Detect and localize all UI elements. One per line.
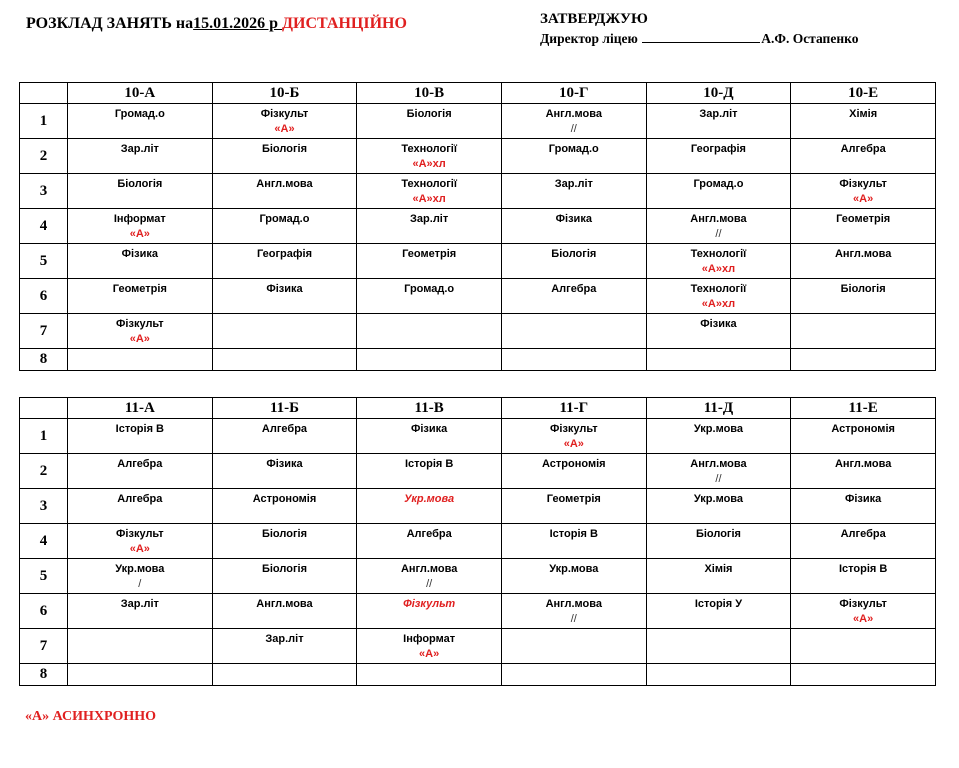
lesson-cell: [212, 244, 357, 279]
lesson-cell: [646, 594, 791, 629]
class-header: 10-Г: [501, 83, 646, 104]
group-split-mark: //: [570, 123, 577, 135]
subject-name: Англ.мова: [545, 598, 602, 610]
lesson-cell: [357, 664, 502, 686]
async-mark: «А»: [129, 543, 150, 555]
lesson-cell: [357, 209, 502, 244]
lesson-cell: [68, 664, 213, 686]
lesson-cell: [68, 139, 213, 174]
lesson-number: 8: [20, 349, 68, 371]
subject-name: Історія В: [404, 458, 454, 470]
subject-name: [791, 314, 935, 316]
subject-name: Громад.о: [114, 108, 165, 120]
async-mark: «А»: [853, 613, 874, 625]
class-header: 11-Б: [212, 398, 357, 419]
subject-name: [213, 664, 357, 666]
subject-name: Біологія: [261, 143, 307, 155]
lesson-cell: [212, 209, 357, 244]
subject-name: Історія У: [694, 598, 743, 610]
lesson-cell: [357, 419, 502, 454]
subject-name: Укр.мова: [693, 423, 744, 435]
subject-name: Фізика: [266, 283, 303, 295]
lesson-cell: [501, 244, 646, 279]
lesson-cell: [68, 454, 213, 489]
title-date: 15.01.2026 р: [193, 15, 283, 32]
subject-name: Хімія: [849, 108, 878, 120]
lesson-number: 6: [20, 594, 68, 629]
schedule-table-grade-10: [19, 82, 936, 371]
subject-name: Фізика: [121, 248, 158, 260]
subject-name: Англ.мова: [834, 458, 892, 470]
subject-name: Фізика: [410, 423, 448, 435]
subject-name: Зар.літ: [120, 598, 159, 610]
subject-name: Астрономія: [542, 458, 606, 470]
subject-name: [357, 664, 501, 666]
subject-name: Алгебра: [840, 528, 886, 540]
subject-name: Біологія: [840, 283, 886, 295]
lesson-cell: [212, 629, 357, 664]
lesson-cell: [791, 419, 936, 454]
subject-name: Фізкульт: [116, 318, 164, 330]
lesson-cell: [646, 524, 791, 559]
lesson-cell: [501, 454, 646, 489]
schedule-title: [26, 15, 407, 33]
lesson-cell: [212, 174, 357, 209]
subject-name: [502, 349, 646, 351]
subject-name: Алгебра: [117, 493, 163, 505]
async-mark: «А»хл: [701, 263, 736, 275]
async-mark: «А»: [129, 333, 150, 345]
lesson-number: 1: [20, 104, 68, 139]
lesson-cell: [357, 629, 502, 664]
lesson-cell: [791, 314, 936, 349]
lesson-cell: [357, 524, 502, 559]
subject-name: [357, 349, 501, 351]
class-header: 11-Г: [501, 398, 646, 419]
lesson-cell: [646, 559, 791, 594]
subject-name: Алгебра: [840, 143, 886, 155]
subject-name: Зар.літ: [410, 213, 449, 225]
lesson-cell: [357, 139, 502, 174]
lesson-cell: [68, 629, 213, 664]
subject-name: Географія: [690, 143, 746, 155]
lesson-row: [20, 244, 936, 279]
lesson-cell: [68, 279, 213, 314]
subject-name: [68, 664, 212, 666]
async-mark: «А»хл: [412, 158, 446, 170]
subject-name: [791, 349, 935, 351]
subject-name: Англ.мова: [834, 248, 892, 260]
subject-name: Історія В: [549, 528, 598, 540]
lesson-row: [20, 314, 936, 349]
corner-cell: [20, 83, 68, 104]
lesson-number: 7: [20, 314, 68, 349]
lesson-number: 3: [20, 174, 68, 209]
lesson-number: 2: [20, 454, 68, 489]
director-name: А.Ф. Остапенко: [761, 31, 859, 46]
title-main: РОЗКЛАД ЗАНЯТЬ на: [26, 15, 194, 32]
subject-name: Фізика: [700, 318, 737, 330]
subject-name: Англ.мова: [545, 108, 602, 120]
lesson-cell: [791, 629, 936, 664]
lesson-cell: [68, 104, 213, 139]
legend-note: «А» АСИНХРОННО: [25, 709, 157, 724]
lesson-cell: [791, 209, 936, 244]
lesson-cell: [357, 174, 502, 209]
subject-name: Укр.мова: [549, 563, 599, 575]
lesson-number: 6: [20, 279, 68, 314]
subject-name: Технології: [401, 178, 457, 190]
lesson-cell: [646, 489, 791, 524]
subject-name: [502, 314, 646, 316]
lesson-cell: [212, 559, 357, 594]
subject-name: Технології: [401, 143, 457, 155]
lesson-row: [20, 664, 936, 686]
lesson-number: 7: [20, 629, 68, 664]
lesson-cell: [646, 104, 791, 139]
lesson-number: 4: [20, 209, 68, 244]
lesson-cell: [646, 629, 791, 664]
lesson-cell: [357, 594, 502, 629]
lesson-cell: [646, 664, 791, 686]
subject-name: Біологія: [117, 178, 163, 190]
async-mark: «А»хл: [701, 298, 736, 310]
subject-name: Біологія: [406, 108, 452, 120]
lesson-cell: [68, 419, 213, 454]
approve-label: ЗАТВЕРДЖУЮ: [540, 11, 648, 27]
subject-name: [213, 349, 357, 351]
lesson-cell: [68, 489, 213, 524]
lesson-cell: [212, 489, 357, 524]
lesson-cell: [791, 244, 936, 279]
async-mark: «А»хл: [412, 193, 446, 205]
lesson-row: [20, 349, 936, 371]
lesson-cell: [646, 349, 791, 371]
subject-name: Англ.мова: [256, 598, 313, 610]
lesson-cell: [791, 594, 936, 629]
lesson-cell: [68, 314, 213, 349]
lesson-cell: [357, 489, 502, 524]
director-label: Директор ліцею: [540, 31, 638, 46]
group-split-mark: //: [715, 473, 722, 485]
subject-name: Алгебра: [551, 283, 597, 295]
subject-name: Історія В: [838, 563, 888, 575]
subject-name: Біологія: [261, 528, 307, 540]
subject-name: Англ.мова: [690, 458, 747, 470]
class-header: 10-В: [357, 83, 502, 104]
class-header: 10-Е: [791, 83, 936, 104]
subject-name: Зар.літ: [265, 633, 304, 645]
subject-name: Англ.мова: [256, 178, 313, 190]
lesson-cell: [646, 314, 791, 349]
lesson-cell: [501, 419, 646, 454]
lesson-cell: [212, 349, 357, 371]
async-mark: «А»: [274, 123, 295, 135]
lesson-cell: [212, 419, 357, 454]
lesson-cell: [501, 524, 646, 559]
subject-name: Англ.мова: [690, 213, 747, 225]
subject-name: Алгебра: [261, 423, 308, 435]
subject-name: Укр.мова: [404, 493, 455, 505]
lesson-cell: [791, 559, 936, 594]
subject-name: Географія: [256, 248, 312, 260]
subject-name: Фізкульт: [839, 598, 887, 610]
subject-name: Фізика: [266, 458, 303, 470]
lesson-number: 8: [20, 664, 68, 686]
class-header: 10-Б: [212, 83, 357, 104]
director-line: [540, 29, 858, 48]
lesson-cell: [68, 209, 213, 244]
lesson-number: 2: [20, 139, 68, 174]
lesson-cell: [501, 559, 646, 594]
async-mark: «А»: [853, 193, 874, 205]
approval-block: [540, 10, 858, 48]
lesson-cell: [646, 209, 791, 244]
lesson-cell: [357, 244, 502, 279]
lesson-cell: [501, 139, 646, 174]
subject-name: [647, 349, 791, 351]
schedule-table-grade-11: [19, 397, 936, 686]
subject-name: Інформат: [403, 633, 456, 645]
lesson-cell: [646, 139, 791, 174]
subject-name: Біологія: [695, 528, 741, 540]
lesson-cell: [357, 349, 502, 371]
lesson-cell: [791, 139, 936, 174]
lesson-cell: [646, 454, 791, 489]
lesson-cell: [501, 104, 646, 139]
subject-name: Фізика: [844, 493, 882, 505]
lesson-cell: [791, 349, 936, 371]
async-mark: «А»: [563, 438, 584, 450]
lesson-cell: [212, 279, 357, 314]
class-header: 10-Д: [646, 83, 791, 104]
lesson-cell: [501, 594, 646, 629]
subject-name: Хімія: [704, 563, 733, 575]
lesson-cell: [501, 489, 646, 524]
subject-name: Зар.літ: [554, 178, 593, 190]
lesson-cell: [68, 349, 213, 371]
corner-cell: [20, 398, 68, 419]
subject-name: Фізкульт: [403, 598, 456, 610]
lesson-cell: [68, 174, 213, 209]
subject-name: Зар.літ: [120, 143, 159, 155]
class-header: 11-Е: [791, 398, 936, 419]
lesson-cell: [501, 209, 646, 244]
lesson-cell: [791, 279, 936, 314]
lesson-cell: [357, 559, 502, 594]
lesson-cell: [791, 454, 936, 489]
lesson-cell: [68, 244, 213, 279]
class-header: 10-А: [68, 83, 213, 104]
header-row: [20, 398, 936, 419]
lesson-cell: [212, 524, 357, 559]
header-row: [20, 83, 936, 104]
lesson-cell: [212, 594, 357, 629]
lesson-cell: [501, 664, 646, 686]
subject-name: Громад.о: [693, 178, 744, 190]
lesson-row: [20, 594, 936, 629]
subject-name: [213, 314, 357, 316]
lesson-number: 5: [20, 244, 68, 279]
lesson-cell: [212, 454, 357, 489]
lesson-row: [20, 279, 936, 314]
lesson-cell: [212, 104, 357, 139]
group-split-mark: //: [715, 228, 722, 240]
lesson-row: [20, 559, 936, 594]
lesson-row: [20, 489, 936, 524]
lesson-cell: [357, 454, 502, 489]
subject-name: Зар.літ: [699, 108, 738, 120]
lesson-cell: [68, 524, 213, 559]
async-mark: «А»: [419, 648, 440, 660]
lesson-cell: [212, 139, 357, 174]
lesson-row: [20, 419, 936, 454]
subject-name: Біологія: [551, 248, 597, 260]
subject-name: [502, 629, 646, 631]
lesson-cell: [791, 489, 936, 524]
lesson-cell: [646, 279, 791, 314]
lesson-row: [20, 174, 936, 209]
lesson-row: [20, 524, 936, 559]
subject-name: Фізкульт: [839, 178, 887, 190]
lesson-cell: [501, 349, 646, 371]
lesson-cell: [791, 104, 936, 139]
lesson-cell: [501, 629, 646, 664]
lesson-row: [20, 104, 936, 139]
subject-name: [791, 664, 935, 666]
subject-name: [791, 629, 935, 631]
title-mode: ДИСТАНЦІЙНО: [282, 15, 407, 32]
group-split-mark: //: [570, 613, 577, 625]
subject-name: [68, 629, 212, 631]
class-header: 11-В: [357, 398, 502, 419]
lesson-cell: [501, 174, 646, 209]
lesson-cell: [357, 314, 502, 349]
subject-name: Геометрія: [546, 493, 601, 505]
lesson-cell: [501, 279, 646, 314]
lesson-row: [20, 139, 936, 174]
subject-name: Астрономія: [252, 493, 317, 505]
subject-name: Громад.о: [548, 143, 599, 155]
subject-name: [647, 664, 791, 666]
subject-name: Фізика: [555, 213, 592, 225]
lesson-cell: [357, 104, 502, 139]
lesson-cell: [646, 419, 791, 454]
subject-name: Біологія: [261, 563, 307, 575]
subject-name: Англ.мова: [400, 563, 458, 575]
group-split-mark: /: [138, 578, 142, 590]
lesson-number: 4: [20, 524, 68, 559]
lesson-number: 1: [20, 419, 68, 454]
subject-name: Історія В: [115, 423, 164, 435]
subject-name: Технології: [690, 248, 747, 260]
subject-name: Укр.мова: [115, 563, 165, 575]
class-header: 11-А: [68, 398, 213, 419]
lesson-cell: [791, 174, 936, 209]
subject-name: Фізкульт: [116, 528, 164, 540]
lesson-number: 5: [20, 559, 68, 594]
lesson-row: [20, 454, 936, 489]
subject-name: Громад.о: [259, 213, 310, 225]
signature-line: [642, 42, 760, 43]
group-split-mark: //: [426, 578, 433, 590]
subject-name: Фізкульт: [550, 423, 598, 435]
subject-name: Геометрія: [112, 283, 167, 295]
lesson-cell: [501, 314, 646, 349]
lesson-cell: [646, 174, 791, 209]
subject-name: Алгебра: [117, 458, 163, 470]
subject-name: Геометрія: [402, 248, 457, 260]
lesson-cell: [212, 314, 357, 349]
subject-name: [502, 664, 646, 666]
lesson-cell: [68, 594, 213, 629]
class-header: 11-Д: [646, 398, 791, 419]
subject-name: Громад.о: [404, 283, 455, 295]
subject-name: Інформат: [113, 213, 166, 225]
lesson-cell: [791, 664, 936, 686]
subject-name: [647, 629, 791, 631]
subject-name: [68, 349, 212, 351]
subject-name: Алгебра: [406, 528, 452, 540]
lesson-cell: [791, 524, 936, 559]
async-mark: «А»: [129, 228, 150, 240]
lesson-row: [20, 629, 936, 664]
subject-name: Технології: [690, 283, 747, 295]
lesson-cell: [68, 559, 213, 594]
subject-name: Астрономія: [831, 423, 895, 435]
subject-name: Фізкульт: [260, 108, 309, 120]
lesson-row: [20, 209, 936, 244]
subject-name: Укр.мова: [693, 493, 744, 505]
subject-name: [357, 314, 501, 316]
subject-name: Геометрія: [836, 213, 891, 225]
lesson-cell: [212, 664, 357, 686]
lesson-number: 3: [20, 489, 68, 524]
lesson-cell: [357, 279, 502, 314]
lesson-cell: [646, 244, 791, 279]
